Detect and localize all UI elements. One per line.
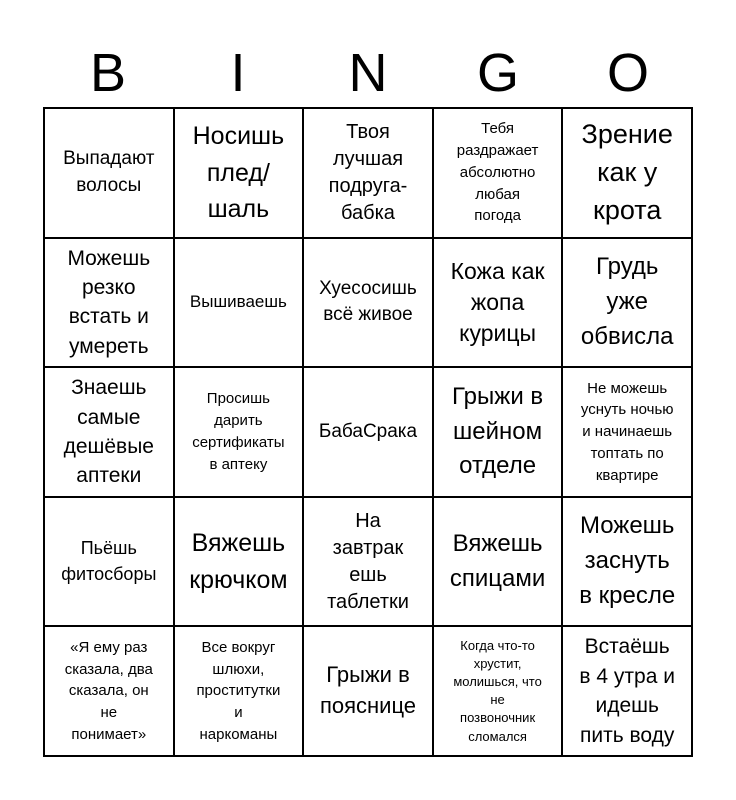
bingo-cell[interactable] xyxy=(562,238,692,368)
bingo-cell[interactable] xyxy=(562,497,692,627)
bingo-cell[interactable] xyxy=(303,238,433,368)
cell-text: Все вокруг шлюхи, проститутки и наркоманы xyxy=(196,638,281,743)
cell-text: Грыжи в шейном отделе xyxy=(452,382,544,480)
cell-text: Тебя раздражает абсолютно любая погода xyxy=(456,120,539,225)
cell-text: Хуесосишь всё живое xyxy=(319,277,417,326)
bingo-cell[interactable] xyxy=(174,367,304,497)
bingo-cell[interactable] xyxy=(433,497,563,627)
cell-text: Грудь уже обвисла xyxy=(580,253,674,350)
bingo-cell[interactable] xyxy=(174,108,304,238)
cell-text: Просишь дарить сертификаты в аптеку xyxy=(192,390,285,473)
bingo-cell[interactable] xyxy=(44,626,174,756)
cell-text: Вышиваешь xyxy=(189,291,287,311)
bingo-cell[interactable] xyxy=(303,108,433,238)
bingo-grid xyxy=(43,107,693,757)
header-letter-b: B xyxy=(89,43,127,103)
bingo-cell[interactable] xyxy=(433,108,563,238)
bingo-cell[interactable] xyxy=(303,367,433,497)
cell-text: Знаешь самые дешёвые аптеки xyxy=(63,376,154,488)
bingo-cell[interactable] xyxy=(562,108,692,238)
cell-text: БабаСрака xyxy=(318,420,418,442)
bingo-cell[interactable] xyxy=(174,626,304,756)
cell-text: Грыжи в пояснице xyxy=(319,662,417,719)
cell-text: Твоя лучшая подруга- бабка xyxy=(328,120,408,224)
cell-text: Кожа как жопа курицы xyxy=(450,257,545,346)
cell-text: Не можешь уснуть ночью и начинаешь топтать по квартире xyxy=(580,379,674,484)
cell-text: На завтрак ешь таблетки xyxy=(327,509,409,613)
bingo-cell[interactable] xyxy=(174,497,304,627)
bingo-cell[interactable] xyxy=(303,626,433,756)
header-letter-g: G xyxy=(476,43,519,103)
bingo-cell[interactable] xyxy=(303,497,433,627)
bingo-cell[interactable] xyxy=(44,108,174,238)
cell-text: Вяжешь крючком xyxy=(189,529,288,594)
cell-text: Можешь резко встать и умереть xyxy=(67,246,151,358)
bingo-cell[interactable] xyxy=(433,626,563,756)
cell-text: Встаёшь в 4 утра и идешь пить воду xyxy=(579,635,675,747)
bingo-cell[interactable] xyxy=(433,367,563,497)
bingo-cell[interactable] xyxy=(562,367,692,497)
bingo-cell[interactable] xyxy=(174,238,304,368)
cell-text: Вяжешь спицами xyxy=(449,529,546,592)
cell-text: «Я ему раз сказала, два сказала, он не понимает» xyxy=(64,638,153,743)
cell-text: Можешь заснуть в кресле xyxy=(579,512,676,609)
header-letter-i: I xyxy=(230,43,246,103)
header-letter-n: N xyxy=(348,43,388,103)
cell-text: Когда что-то хрустит, молишься, что не позвоночник сломался xyxy=(453,637,542,744)
bingo-cell[interactable] xyxy=(562,626,692,756)
cell-text: Пьёшь фитосборы xyxy=(61,538,157,584)
bingo-header xyxy=(43,40,693,106)
cell-text: Зрение как у крота xyxy=(581,119,673,225)
cell-text: Носишь плед/ шаль xyxy=(192,122,285,223)
cell-text: Выпадают волосы xyxy=(63,148,155,196)
header-letter-o: O xyxy=(606,43,649,103)
bingo-cell[interactable] xyxy=(433,238,563,368)
bingo-cell[interactable] xyxy=(44,497,174,627)
bingo-cell[interactable] xyxy=(44,367,174,497)
bingo-cell[interactable] xyxy=(44,238,174,368)
